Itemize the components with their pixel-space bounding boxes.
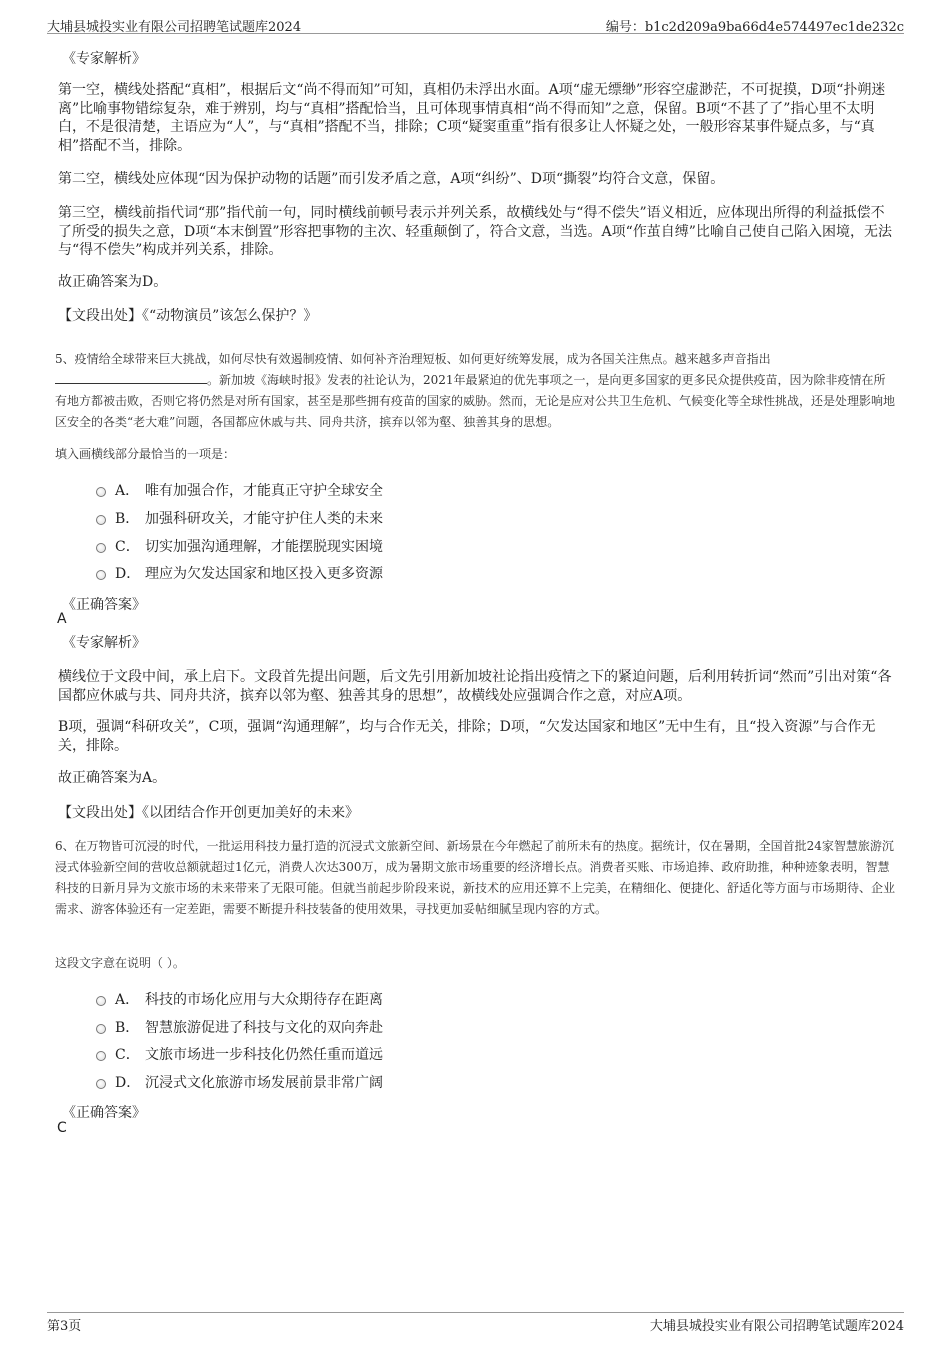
q5-option-d[interactable]	[96, 563, 383, 583]
q5-stem-a: 5、疫情给全球带来巨大挑战，如何尽快有效遏制疫情、如何补齐治理短板、如何更好统筹发展，成为各国关注焦点。越来越多声音指出	[55, 352, 771, 366]
page-number: 第3页	[47, 1319, 82, 1334]
option-letter: A．	[115, 992, 140, 1008]
q4-analysis-p3: 第三空，横线前指代词“那”指代前一句，同时横线前顿号表示并列关系，故横线处与“得不偿失”语义相近，应体现出所得的利益抵偿不了所受的损失之意，D项“本末倒置”形容把事物的主次、轻重颠倒了，符合文意，当选。A项“作茧自缚”比喻自己使自己陷入困境，无法与“得不偿失”构成并列关系，排除。	[58, 205, 892, 258]
q6-answer-label: 《正确答案》	[62, 1105, 146, 1121]
q5-option-a[interactable]	[96, 480, 383, 500]
q5-stem-b: 。新加坡《海峡时报》发表的社论认为，2021年最紧迫的优先事项之一，是向更多国家的更多民众提供疫苗，因为除非疫情在所有地方都被击败，否则它将仍然是对所有国家，甚至是那些拥有疫苗的国家的威胁。然而，无论是应对公共卫生危机、气候变化等全球性挑战，还是处理影响地区安全的各类“老大难”问题，各国都应休戚与共、同舟共济，摈弃以邻为壑、独善其身的思想。	[55, 373, 896, 429]
q4-analysis-p2: 第二空，横线处应体现“因为保护动物的话题”而引发矛盾之意，A项“纠纷”、D项“撕裂”均符合文意，保留。	[58, 171, 725, 187]
q5-analysis-p2: B项，强调“科研攻关”，C项，强调“沟通理解”，均与合作无关，排除；D项，“欠发达国家和地区”无中生有，且“投入资源”与合作无关，排除。	[58, 719, 876, 754]
radio-icon[interactable]	[96, 1079, 106, 1089]
radio-icon[interactable]	[96, 1024, 106, 1034]
option-letter: D．	[115, 566, 141, 582]
radio-icon[interactable]	[96, 996, 106, 1006]
option-letter: B．	[115, 511, 140, 527]
radio-icon[interactable]	[96, 515, 106, 525]
radio-icon[interactable]	[96, 487, 106, 497]
radio-icon[interactable]	[96, 570, 106, 580]
option-letter: C．	[115, 539, 140, 555]
q4-analysis-p1: 第一空，横线处搭配“真相”，根据后文“尚不得而知”可知，真相仍未浮出水面。A项“虚无缥缈”形容空虚渺茫，不可捉摸，D项“扑朔迷离”比喻事物错综复杂，难于辨别，均与“真相”搭配恰当，且可体现事情真相“尚不得而知”之意，保留。B项“不甚了了”指心里不太明白，不是很清楚，主语应为“人”，与“真相”搭配不当，排除；C项“疑窦重重”指有很多让人怀疑之处，一般形容某事件疑点多，与“真相”搭配不当，排除。	[58, 82, 886, 154]
q6-option-b[interactable]	[96, 1017, 383, 1037]
q5-option-c[interactable]	[96, 536, 383, 556]
option-letter: C．	[115, 1047, 140, 1063]
q4-analysis-label: 《专家解析》	[62, 51, 146, 67]
option-text: 智慧旅游促进了科技与文化的双向奔赴	[145, 1020, 383, 1036]
q6-option-d[interactable]	[96, 1072, 383, 1092]
page-footer	[47, 1312, 904, 1334]
option-letter: A．	[115, 483, 140, 499]
option-letter: D．	[115, 1075, 141, 1091]
q6-option-a[interactable]	[96, 989, 383, 1009]
option-text: 切实加强沟通理解，才能摆脱现实困境	[145, 539, 383, 555]
q5-option-b[interactable]	[96, 508, 383, 528]
q5-prompt: 填入画横线部分最恰当的一项是：	[55, 447, 236, 461]
option-text: 加强科研攻关，才能守护住人类的未来	[145, 511, 383, 527]
header-title: 大埔县城投实业有限公司招聘笔试题库2024	[47, 20, 302, 35]
header-doc-id: 编号：b1c2d209a9ba66d4e574497ec1de232c	[605, 20, 904, 35]
q4-source: 【文段出处】《“动物演员”该怎么保护？》	[58, 308, 318, 324]
q5-source: 【文段出处】《以团结合作开创更加美好的未来》	[58, 805, 359, 821]
option-letter: B．	[115, 1020, 140, 1036]
q6-prompt: 这段文字意在说明（ ）。	[55, 956, 185, 970]
option-text: 文旅市场进一步科技化仍然任重而道远	[145, 1047, 383, 1063]
q5-stem	[55, 349, 897, 433]
q4-conclusion: 故正确答案为D。	[58, 274, 168, 290]
q5-answer-label: 《正确答案》	[62, 597, 146, 613]
q5-conclusion: 故正确答案为A。	[58, 770, 167, 786]
radio-icon[interactable]	[96, 543, 106, 553]
q6-option-c[interactable]	[96, 1044, 383, 1064]
option-text: 理应为欠发达国家和地区投入更多资源	[145, 566, 383, 582]
option-text: 唯有加强合作，才能真正守护全球安全	[145, 483, 383, 499]
q5-blank	[55, 371, 207, 384]
footer-title: 大埔县城投实业有限公司招聘笔试题库2024	[649, 1319, 904, 1334]
page-header	[47, 16, 904, 34]
q5-answer: A	[57, 611, 67, 627]
option-text: 沉浸式文化旅游市场发展前景非常广阔	[145, 1075, 383, 1091]
q6-answer: C	[57, 1120, 67, 1136]
q6-stem: 6、在万物皆可沉浸的时代，一批运用科技力量打造的沉浸式文旅新空间、新场景在今年燃起了前所未有的热度。据统计，仅在暑期，全国首批24家智慧旅游沉浸式体验新空间的营收总额就超过1亿元，消费人次达300万，成为暑期文旅市场重要的经济增长点。消费者买账、市场追捧、政府助推，种种迹象表明，智慧科技的日新月异为文旅市场的未来带来了无限可能。但就当前起步阶段来说，新技术的应用还算不上完美，在精细化、便捷化、舒适化等方面与市场期待、企业需求、游客体验还有一定差距，需要不断提升科技装备的使用效果，寻找更加妥帖细腻呈现内容的方式。	[55, 839, 896, 916]
radio-icon[interactable]	[96, 1051, 106, 1061]
option-text: 科技的市场化应用与大众期待存在距离	[145, 992, 383, 1008]
q5-analysis-p1: 横线位于文段中间，承上启下。文段首先提出问题，后文先引用新加坡社论指出疫情之下的紧迫问题，后利用转折词“然而”引出对策“各国都应休戚与共、同舟共济，摈弃以邻为壑、独善其身的思想”，故横线处应强调合作之意，对应A项。	[58, 669, 892, 704]
q5-analysis-label: 《专家解析》	[62, 635, 146, 651]
